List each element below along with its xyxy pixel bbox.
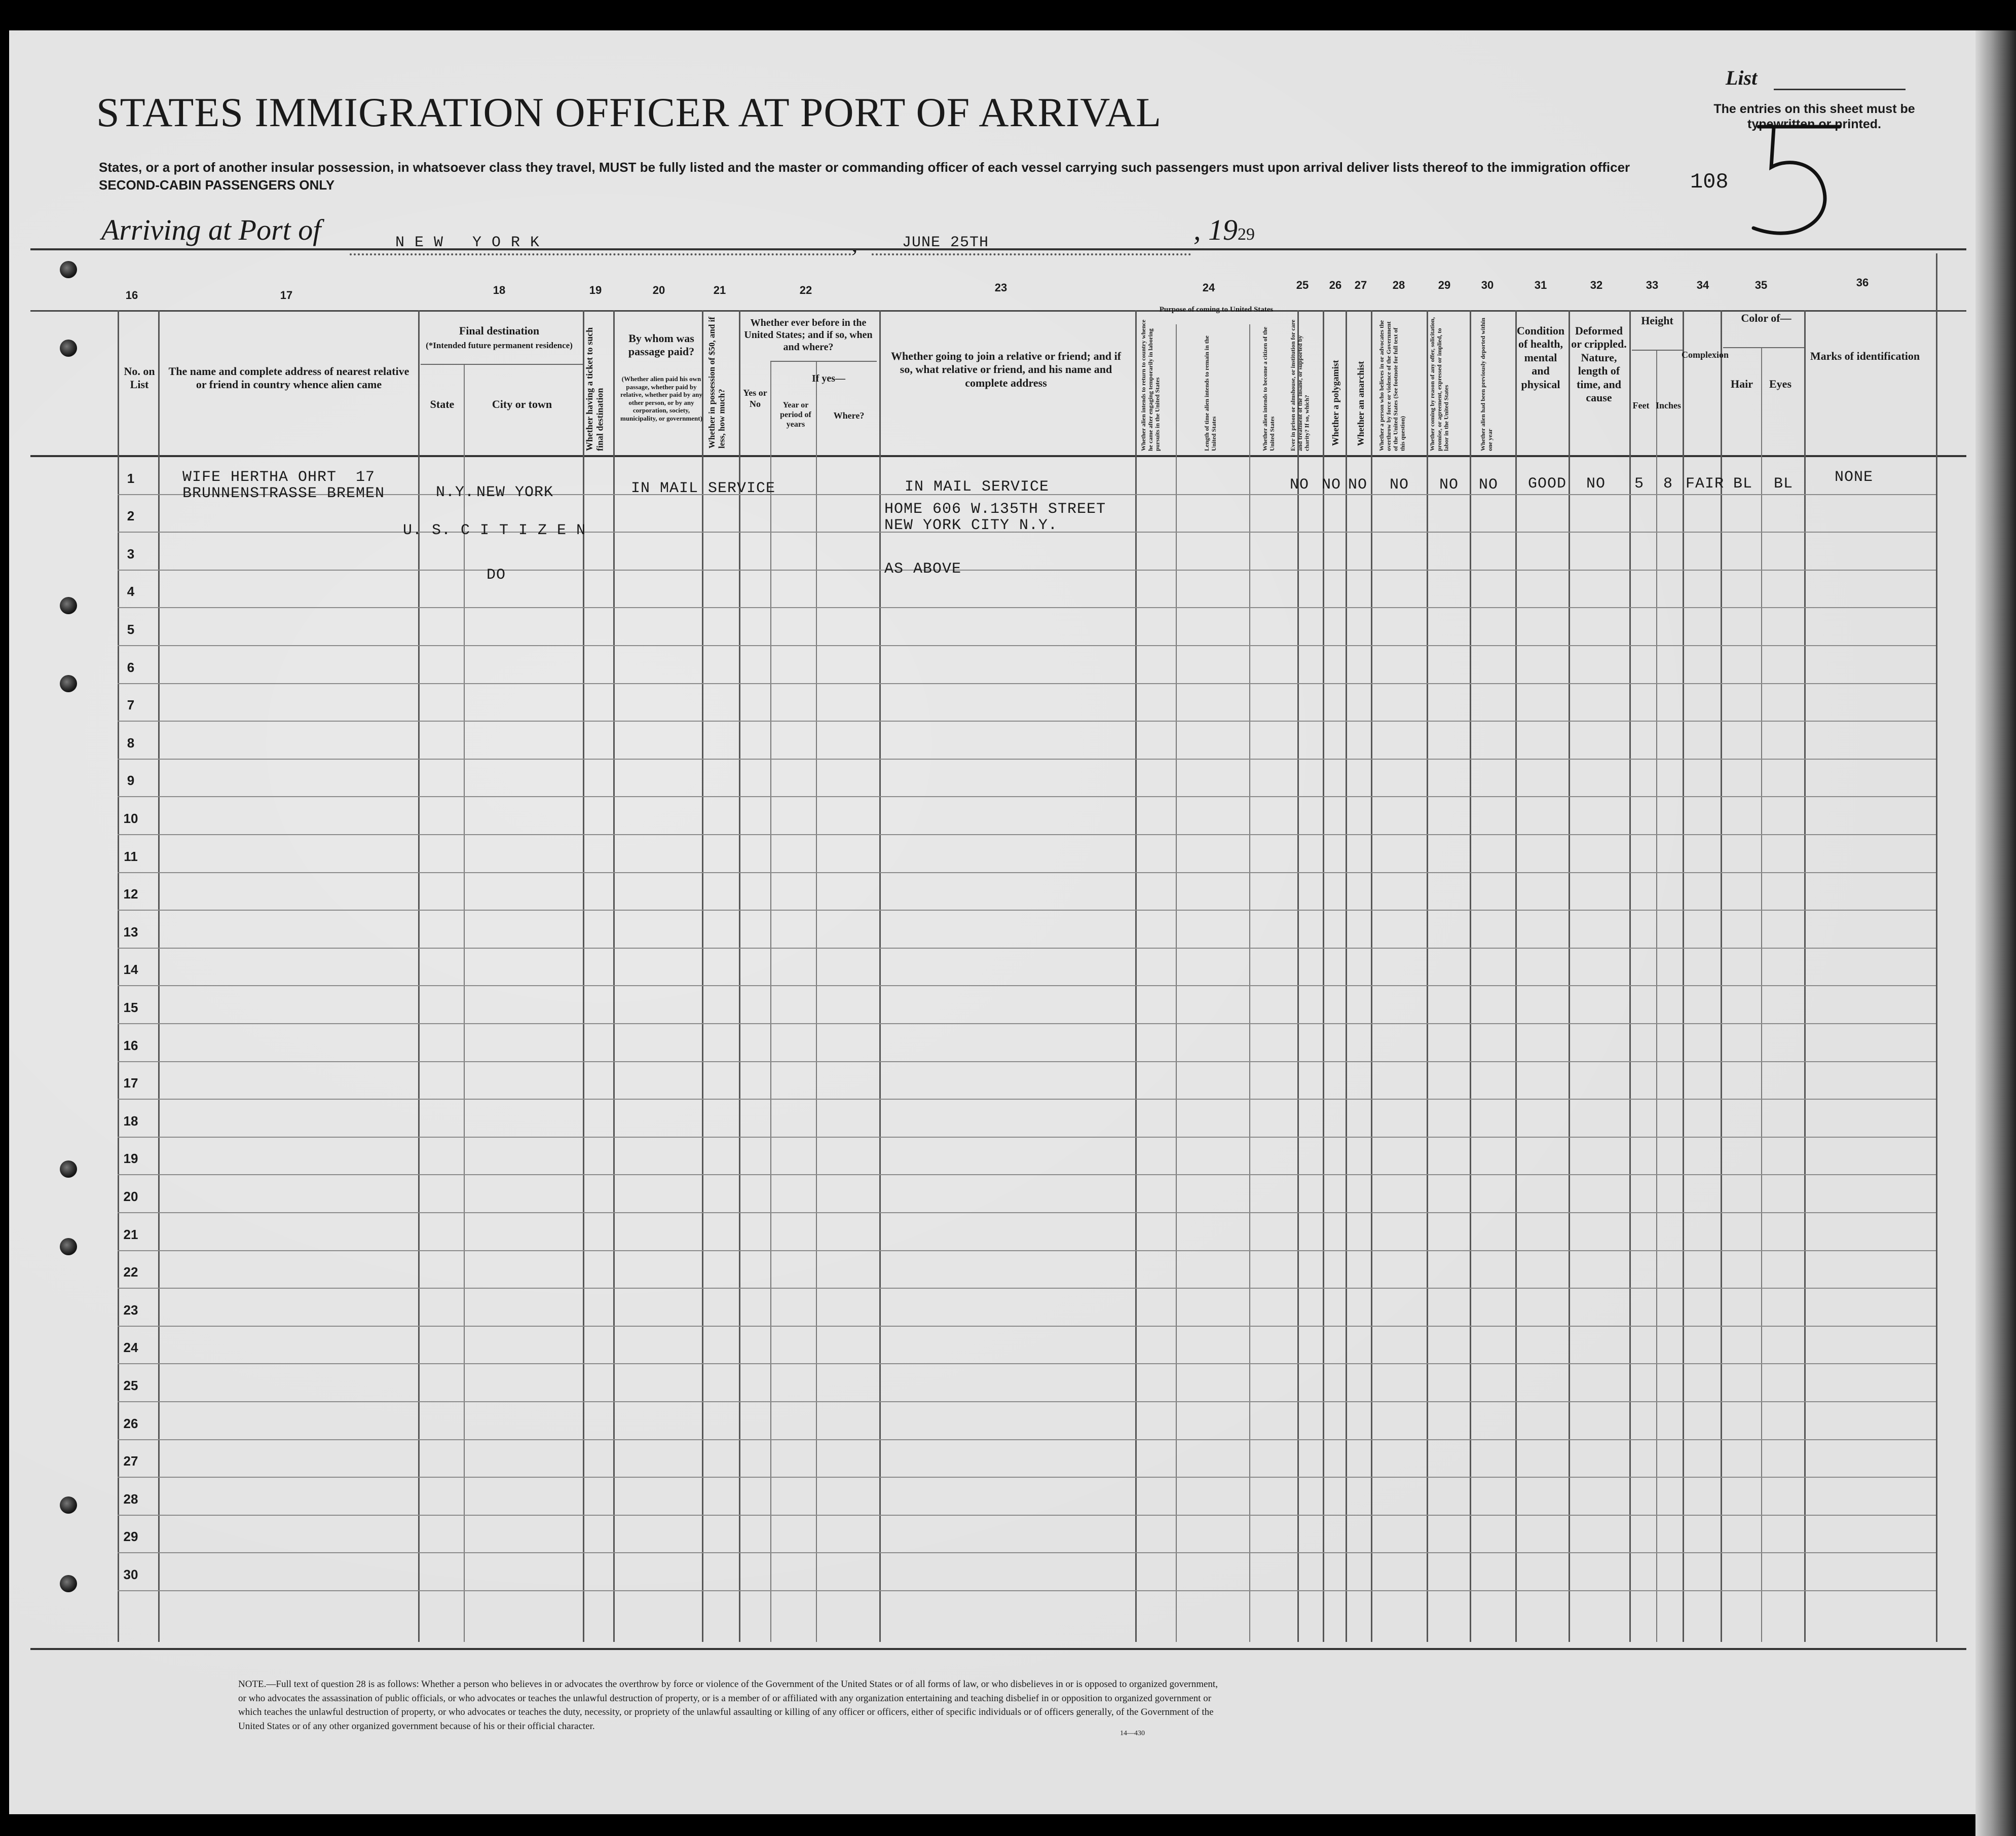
- column-line: [1721, 310, 1722, 1642]
- col-number: 17: [280, 289, 293, 302]
- header-rule: [30, 248, 1966, 250]
- row-line: [118, 1439, 1936, 1440]
- column-number-rule: [30, 310, 1966, 312]
- col-number: 26: [1329, 279, 1342, 291]
- col20-note: (Whether alien paid his own passage, whether paid by relative, whether paid by any other person, or by any corporation, society, municipality, or government): [620, 375, 702, 422]
- column-line: [1683, 310, 1684, 1642]
- col35-eyes: Eyes: [1769, 378, 1791, 390]
- col29-header: Whether coming by reason of any offer, solicitation, promise, or agreement, expressed or implied, to labor in the United States: [1429, 317, 1450, 451]
- col36-header: Marks of identification: [1810, 350, 1920, 362]
- row-number: 6: [127, 659, 135, 675]
- col-number: 29: [1438, 279, 1451, 291]
- row-line: [118, 570, 1936, 571]
- col16-header: No. on List: [124, 365, 155, 391]
- col33-feet: Feet: [1632, 400, 1650, 410]
- column-line: [702, 310, 703, 1642]
- entry-c25: NO: [1290, 476, 1310, 494]
- column-line: [1629, 310, 1631, 1642]
- column-line: [1427, 310, 1428, 1642]
- bottom-rule: [30, 1648, 1966, 1650]
- row-line: [118, 1212, 1936, 1213]
- row-line: [118, 1590, 1936, 1591]
- row-line: [118, 1288, 1936, 1289]
- column-line: [739, 310, 740, 1642]
- col25-header: Ever in prison or almshouse, or institution for care and treatment of the insane, or supported by charity? If so, which?: [1289, 319, 1311, 451]
- col-number: 34: [1696, 279, 1709, 291]
- col23-header: Whether going to join a relative or friend; and if so, what relative or friend, and his name and complete address: [890, 350, 1122, 389]
- col24b-header: Length of time alien intends to remain in the United States: [1203, 335, 1217, 451]
- column-line: [1515, 310, 1517, 1642]
- punch-hole: [60, 340, 77, 357]
- row-line: [118, 910, 1936, 911]
- entry-home-line2: NEW YORK CITY N.Y.: [884, 517, 1058, 534]
- entry-join: IN MAIL SERVICE: [905, 478, 1050, 496]
- page-edge: [1975, 30, 2016, 1836]
- row-number: 10: [123, 811, 138, 826]
- column-line: [158, 310, 160, 1642]
- col27-header: Whether an anarchist: [1356, 361, 1366, 446]
- col26-header: Whether a polygamist: [1330, 360, 1340, 446]
- column-line: [583, 310, 584, 1642]
- col24-header: Purpose of coming to United States: [1159, 306, 1274, 314]
- col34-header: Complexion: [1682, 350, 1729, 360]
- punch-hole: [60, 1238, 77, 1255]
- handwritten-five-mark: [1743, 122, 1865, 243]
- col-number: 31: [1534, 279, 1547, 291]
- year-prefix: 19: [1208, 213, 1238, 246]
- row-number: 1: [127, 470, 135, 486]
- col-number: 27: [1354, 279, 1367, 291]
- col-number: 18: [493, 284, 506, 296]
- entry-deformed: NO: [1586, 475, 1606, 493]
- sub-column-line: [770, 361, 771, 1642]
- col18-city: City or town: [492, 398, 552, 410]
- form-code: 14—430: [1120, 1730, 1145, 1737]
- row-line: [118, 1552, 1936, 1553]
- entry-home-line1: HOME 606 W.135TH STREET: [884, 501, 1106, 518]
- col35-header: Color of—: [1741, 312, 1791, 324]
- form-title: STATES IMMIGRATION OFFICER AT PORT OF ARRIVAL: [96, 89, 1162, 135]
- entry-relative-line2: BRUNNENSTRASSE BREMEN: [182, 485, 385, 502]
- col33-inches: Inches: [1655, 400, 1681, 410]
- row-line: [118, 1137, 1936, 1138]
- row-line: [118, 985, 1936, 986]
- row-number: 12: [123, 886, 138, 902]
- entry-c28: NO: [1390, 476, 1409, 494]
- col22-where: Where?: [833, 410, 865, 421]
- class-line: SECOND-CABIN PASSENGERS ONLY: [99, 177, 335, 193]
- row-line: [118, 1250, 1936, 1251]
- row-number: 2: [127, 508, 135, 524]
- row-number: 23: [123, 1302, 138, 1318]
- row-line: [118, 872, 1936, 873]
- column-line: [1323, 310, 1324, 1642]
- col-number: 16: [125, 289, 138, 302]
- row-line: [118, 1477, 1936, 1478]
- punch-hole: [60, 261, 77, 278]
- column-line: [1297, 310, 1299, 1642]
- entry-marks: NONE: [1835, 469, 1874, 486]
- page-number: 108: [1690, 170, 1729, 194]
- sub-column-line: [816, 361, 817, 1642]
- col-number: 32: [1590, 279, 1603, 291]
- column-line: [613, 310, 615, 1642]
- list-line: [1774, 89, 1906, 90]
- col-number: 30: [1481, 279, 1494, 291]
- row-number: 24: [123, 1340, 138, 1356]
- row-line: [118, 721, 1936, 722]
- row-line: [118, 1174, 1936, 1175]
- list-label: List: [1726, 66, 1758, 89]
- col22-year: Year or period of years: [780, 401, 811, 429]
- row-number: 17: [123, 1075, 138, 1091]
- sub-column-line: [1761, 347, 1762, 1642]
- col28-header: Whether a person who believes in or advocates the overthrow by force or violence of the Government of the United States (See footnote for full text of this question): [1378, 320, 1406, 451]
- row-line: [118, 948, 1936, 949]
- entry-complexion: FAIR: [1686, 475, 1725, 493]
- column-line: [1804, 310, 1806, 1642]
- row-number: 28: [123, 1491, 138, 1507]
- sub-column-line: [1656, 350, 1657, 1642]
- punch-hole: [60, 675, 77, 692]
- entry-c29: NO: [1439, 476, 1459, 494]
- col35-hair: Hair: [1731, 378, 1753, 390]
- row-line: [118, 683, 1936, 684]
- col22-header: Whether ever before in the United States; and if so, when and where?: [744, 317, 873, 353]
- punch-hole: [60, 1496, 77, 1514]
- row-line: [118, 1326, 1936, 1327]
- row-number: 18: [123, 1113, 138, 1129]
- column-line: [1470, 310, 1471, 1642]
- col19-header: Whether having a ticket to such final destination: [584, 327, 605, 451]
- col-number: 21: [713, 284, 726, 296]
- col-number: 22: [799, 284, 812, 296]
- col20-header: By whom was passage paid?: [628, 332, 695, 358]
- col-number: 20: [652, 284, 665, 296]
- col24c-header: Whether alien intends to become a citizen of the United States: [1261, 326, 1276, 451]
- col22-yesno: Yes or No: [743, 388, 767, 409]
- column-line: [879, 310, 881, 1642]
- row-number: 30: [123, 1567, 138, 1582]
- row-number: 9: [127, 773, 135, 789]
- col18-state: State: [430, 398, 455, 410]
- row-number: 7: [127, 697, 135, 713]
- entry-relative-line1: WIFE HERTHA OHRT 17: [182, 469, 376, 486]
- entry-c26: NO: [1322, 476, 1341, 494]
- row-number: 25: [123, 1378, 138, 1393]
- punch-hole: [60, 1160, 77, 1178]
- row-number: 21: [123, 1226, 138, 1242]
- col31-header: Condition of health, mental and physical: [1516, 324, 1565, 391]
- row-number: 20: [123, 1189, 138, 1204]
- punch-hole: [60, 597, 77, 614]
- row-number: 11: [124, 848, 138, 864]
- entry-eyes: BL: [1774, 475, 1794, 493]
- col-number: 35: [1754, 279, 1768, 291]
- column-line: [1371, 310, 1372, 1642]
- row-line: [118, 1515, 1936, 1516]
- col-number: 24: [1202, 281, 1215, 294]
- row-line: [118, 759, 1936, 760]
- entry-c30: NO: [1479, 476, 1499, 494]
- col-number: 25: [1296, 279, 1309, 291]
- col-number: 33: [1646, 279, 1659, 291]
- col18-note: (*Intended future permanent residence): [426, 341, 573, 350]
- row-number: 14: [123, 962, 138, 978]
- entry-health: GOOD: [1528, 475, 1567, 493]
- row-line: [118, 607, 1936, 608]
- row-number: 13: [123, 924, 138, 940]
- col-number: 23: [994, 281, 1007, 294]
- row-number: 27: [123, 1453, 138, 1469]
- year-label: , 1929: [1193, 213, 1255, 246]
- col32-header: Deformed or crippled. Nature, length of time, and cause: [1571, 324, 1627, 404]
- year-suffix: 29: [1238, 225, 1255, 244]
- column-line: [418, 310, 420, 1642]
- row-number: 8: [127, 735, 135, 751]
- col18-divider: [421, 364, 583, 365]
- row-line: [118, 1401, 1936, 1402]
- entry-feet: 5: [1634, 475, 1645, 493]
- col30-header: Whether alien had been previously deported within one year: [1479, 318, 1494, 451]
- col21-header: Whether in possession of $50, and if less, how much?: [707, 317, 727, 448]
- row-line: [118, 834, 1936, 835]
- row-line: [118, 796, 1936, 797]
- row-number: 5: [127, 622, 135, 637]
- date-value: JUNE 25TH: [902, 234, 989, 251]
- column-line: [1569, 310, 1570, 1642]
- sub-column-line: [1176, 324, 1177, 1642]
- row-number: 16: [123, 1037, 138, 1053]
- col22-ifyes: If yes—: [811, 373, 846, 384]
- row-number: 26: [123, 1415, 138, 1431]
- row-number: 22: [123, 1264, 138, 1280]
- row-line: [118, 1023, 1936, 1024]
- entry-do: DO: [487, 567, 506, 584]
- col-number: 36: [1856, 276, 1869, 289]
- column-header-rule: [30, 455, 1966, 457]
- entry-citizen: U. S. C I T I Z E N: [403, 522, 586, 539]
- col24a-header: Whether alien intends to return to country whence he came after engaging temporarily in laboring pursuits in the United States: [1140, 319, 1161, 451]
- entry-passage: IN MAIL SERVICE: [631, 480, 776, 497]
- port-value: N E W Y O R K: [395, 234, 540, 251]
- row-number: 19: [123, 1151, 138, 1167]
- column-line: [1135, 310, 1137, 1642]
- entry-city: NEW YORK: [476, 484, 554, 501]
- entry-c27: NO: [1348, 476, 1368, 494]
- sub-column-line: [464, 364, 465, 1642]
- row-number: 15: [123, 1000, 138, 1015]
- col17-header: The name and complete address of nearest relative or friend in country whence alien came: [168, 365, 409, 391]
- row-line: [118, 1363, 1936, 1364]
- col-number: 28: [1392, 279, 1405, 291]
- column-line: [1936, 253, 1937, 1642]
- row-number: 29: [123, 1529, 138, 1545]
- entry-state: N.Y.: [436, 484, 475, 501]
- col33-header: Height: [1641, 314, 1673, 327]
- col-number: 19: [589, 284, 602, 296]
- arriving-label: Arriving at Port of: [101, 213, 321, 246]
- entry-inches: 8: [1663, 475, 1673, 493]
- form-subtitle: States, or a port of another insular possession, in whatsoever class they travel, MUST be fully listed and the master or commanding officer of each vessel carrying such passengers must upon arrival deliver lists thereof to the immigration officer: [99, 160, 1630, 175]
- col18-header: Final destination: [459, 324, 540, 337]
- entry-as-above: AS ABOVE: [884, 560, 962, 578]
- punch-hole: [60, 1575, 77, 1592]
- row-number: 3: [127, 546, 135, 561]
- entry-hair: BL: [1733, 475, 1753, 493]
- row-line: [118, 1099, 1936, 1100]
- row-number: 4: [127, 584, 135, 599]
- column-line: [1346, 310, 1347, 1642]
- sub-column-line: [1249, 324, 1250, 1642]
- footnote: NOTE.—Full text of question 28 is as follows: Whether a person who believes in or advocates the overthrow by force or violence of the Government of the United States or of all forms of law, or who disbelieves in or is opposed to organized government, or who advocates the assassination of public officials, or who advocates or teaches the unlawful destruction of property, or is a member of or affiliated with any organization entertaining and teaching disbelief in or opposition to organized government or which teaches the unlawful destruction of property, or who advocates or teaches the duty, necessity, or propriety of the unlawful assaulting or killing of any officer or officers, either of specific individuals or of officers generally, of the Government of the United States or of any other organized government because of his or their official character.: [238, 1679, 1218, 1732]
- port-line: [350, 253, 851, 255]
- row-line: [118, 645, 1936, 646]
- entries-note: The entries on this sheet must be typewritten or printed.: [1713, 102, 1915, 131]
- row-line: [118, 1061, 1936, 1062]
- date-line: [872, 253, 1191, 255]
